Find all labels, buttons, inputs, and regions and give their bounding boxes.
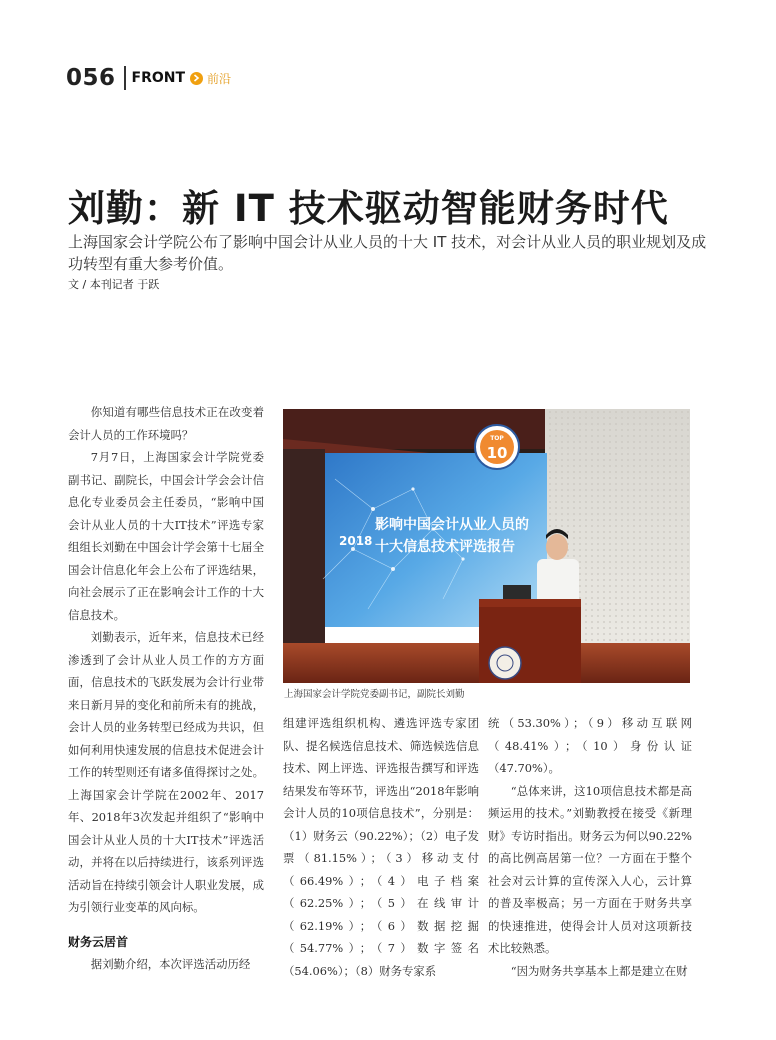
column-2 bbox=[283, 712, 479, 982]
page-number: 056 bbox=[66, 65, 116, 91]
photo-caption: 上海国家会计学院党委副书记，副院长刘勤 bbox=[284, 689, 465, 700]
podium bbox=[479, 599, 581, 683]
byline: 文 / 本刊记者 于跃 bbox=[68, 278, 160, 291]
banner-line-2: 十大信息技术评选报告 bbox=[375, 539, 515, 555]
chevron-right-icon bbox=[190, 72, 203, 85]
banner-year: 2018 bbox=[339, 534, 373, 548]
section-heading: 财务云居首 bbox=[68, 934, 129, 949]
badge-top-label: TOP bbox=[490, 435, 504, 442]
paragraph: 你知道有哪些信息技术正在改变着会计人员的工作环境吗？ bbox=[68, 405, 264, 442]
article-photo bbox=[283, 409, 690, 683]
paragraph: “总体来讲，这10项信息技术都是高频运用的技术。”刘勤教授在接受《新理财》专访时指出。财务云为何以90.22%的高比例高居第一位？一方面在于整个社会对云计算的宣传深入人心，云计算的普及率极高；另一方面在于财务共享的快速推进，使得会计人员对这项新技术比较熟悉。 bbox=[488, 783, 692, 955]
top-10-badge bbox=[475, 425, 519, 469]
badge-number: 10 bbox=[486, 444, 508, 462]
paragraph: 组建评选组织机构、遴选评选专家团队、提名候选信息技术、筛选候选信息技术、网上评选、评选报告撰写和评选结果发布等环节，评选出“2018年影响会计人员的10项信息技术”，分别是：（1）财务云（90.22%）；（2）电子发票（81.15%）；（3）移动支付（66.49%）；（4）电子档案（62.25%）；（5）在线审计（62.19%）；（6）数据挖掘（54.77%）；（7）数字签名（54.06%）；（8）财务专家系 bbox=[283, 716, 479, 978]
banner-line-1: 影响中国会计从业人员的 bbox=[375, 517, 529, 533]
paragraph: 7月7日，上海国家会计学院党委副书记、副院长，中国会计学会会计信息化专业委员会主任委员，“影响中国会计从业人员的十大IT技术”评选专家组组长刘勤在中国会计学会第十七届全国会计信息化年会上公布了评选结果，向社会展示了正在影响会计工作的十大信息技术。 bbox=[68, 450, 264, 622]
page-header bbox=[66, 62, 231, 94]
column-1 bbox=[68, 401, 264, 975]
section-label: FRONT bbox=[131, 70, 186, 86]
paragraph: 刘勤表示，近年来，信息技术已经渗透到了会计从业人员工作的方方面面，信息技术的飞跃发展为会计行业带来日新月异的变化和前所未有的挑战，会计人员的业务转型已经成为共识，但如何利用快速发展的信息技术促进会计工作的转型则还有诸多值得探讨之处。上海国家会计学院在2002年、2017年、2018年3次发起并组织了“影响中国会计从业人员的十大IT技术”评选活动，并将在以后持续进行，该系列评选活动旨在持续引领会计人职业发展，成为引领行业变革的风向标。 bbox=[68, 630, 264, 914]
column-3 bbox=[488, 712, 692, 982]
article-subtitle: 上海国家会计学院公布了影响中国会计从业人员的十大 IT 技术，对会计从业人员的职业规划及成功转型有重大参考价值。 bbox=[68, 233, 707, 273]
paragraph: 统（53.30%）；（9）移动互联网（48.41%）；（10）身份认证（47.70%）。 bbox=[488, 716, 692, 775]
section-label-cn: 前沿 bbox=[207, 71, 232, 86]
article-title: 刘勤：新 IT 技术驱动智能财务时代 bbox=[68, 187, 669, 230]
header-divider bbox=[124, 66, 126, 90]
paragraph: 据刘勤介绍，本次评选活动历经 bbox=[90, 956, 251, 971]
paragraph: “因为财务共享基本上都是建立在财 bbox=[510, 963, 688, 978]
